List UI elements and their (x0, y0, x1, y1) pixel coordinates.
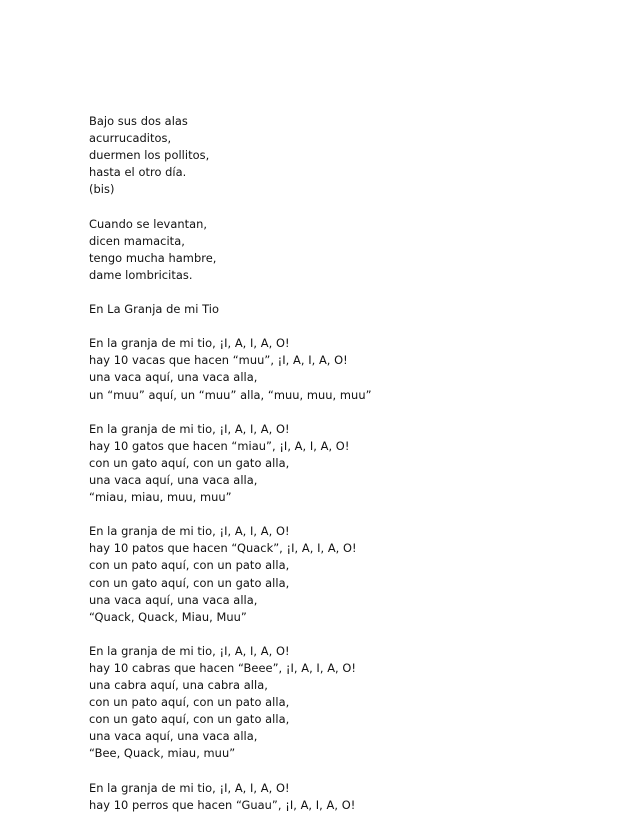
song-lyrics (89, 113, 609, 814)
lyric-line: En la granja de mi tio, ¡I, A, I, A, O! (89, 336, 290, 351)
lyric-line: hay 10 patos que hacen “Quack”, ¡I, A, I, A, O! (89, 541, 357, 556)
lyric-line: dicen mamacita, (89, 233, 185, 248)
lyric-line: En la granja de mi tio, ¡I, A, I, A, O! (89, 643, 290, 658)
song-title-line: En La Granja de mi Tio (89, 302, 220, 317)
lyric-line: hasta el otro día. (89, 165, 187, 180)
stanza-gap (89, 318, 609, 335)
lyric-line: tengo mucha hambre, (89, 250, 217, 265)
lyric-line: hay 10 gatos que hacen “miau”, ¡I, A, I, A, O! (89, 438, 350, 453)
lyric-line: con un gato aquí, con un gato alla, (89, 575, 290, 590)
stanza-gap (89, 284, 609, 301)
lyric-line: una vaca aquí, una vaca alla, (89, 592, 258, 607)
stanza-patos (89, 523, 609, 626)
lyric-line: En la granja de mi tio, ¡I, A, I, A, O! (89, 421, 290, 436)
lyric-line: con un pato aquí, con un pato alla, (89, 695, 290, 710)
lyric-line: con un gato aquí, con un gato alla, (89, 455, 290, 470)
stanza-gap (89, 763, 609, 780)
stanza-gap (89, 626, 609, 643)
lyric-line: Cuando se levantan, (89, 216, 208, 231)
lyric-line: acurrucaditos, (89, 131, 172, 146)
lyric-line: un “muu” aquí, un “muu” alla, “muu, muu, muu” (89, 387, 372, 402)
lyric-line: En la granja de mi tio, ¡I, A, I, A, O! (89, 524, 290, 539)
lyric-line: hay 10 cabras que hacen “Beee”, ¡I, A, I, A, O! (89, 661, 357, 675)
lyric-line: hay 10 vacas que hacen “muu”, ¡I, A, I, A, O! (89, 353, 348, 368)
lyric-line: con un gato aquí, con un gato alla, (89, 712, 290, 727)
stanza-gap (89, 506, 609, 523)
song-title (89, 301, 609, 318)
lyric-line: (bis) (89, 182, 115, 197)
stanza-perros (89, 780, 609, 814)
stanza-cabras (89, 643, 609, 763)
lyric-line: “Quack, Quack, Miau, Muu” (89, 609, 247, 624)
lyric-line: dame lombricitas. (89, 267, 193, 282)
lyric-line: Bajo sus dos alas (89, 114, 188, 128)
stanza-vacas (89, 335, 609, 403)
lyric-line: En la granja de mi tio, ¡I, A, I, A, O! (89, 780, 290, 795)
stanza-pollitos-2 (89, 216, 609, 284)
lyric-line: una vaca aquí, una vaca alla, (89, 729, 258, 744)
stanza-gap (89, 404, 609, 421)
lyric-line: con un pato aquí, con un pato alla, (89, 558, 290, 573)
lyric-line: duermen los pollitos, (89, 148, 210, 163)
stanza-pollitos-1 (89, 113, 609, 198)
lyric-line: “Bee, Quack, miau, muu” (89, 746, 236, 761)
lyric-line: una vaca aquí, una vaca alla, (89, 370, 258, 385)
lyric-line: hay 10 perros que hacen “Guau”, ¡I, A, I, A, O! (89, 797, 356, 812)
stanza-gap (89, 198, 609, 215)
lyric-line: una cabra aquí, una cabra alla, (89, 678, 268, 693)
stanza-gatos (89, 421, 609, 506)
lyric-line: una vaca aquí, una vaca alla, (89, 472, 258, 487)
lyric-line: “miau, miau, muu, muu” (89, 490, 232, 505)
